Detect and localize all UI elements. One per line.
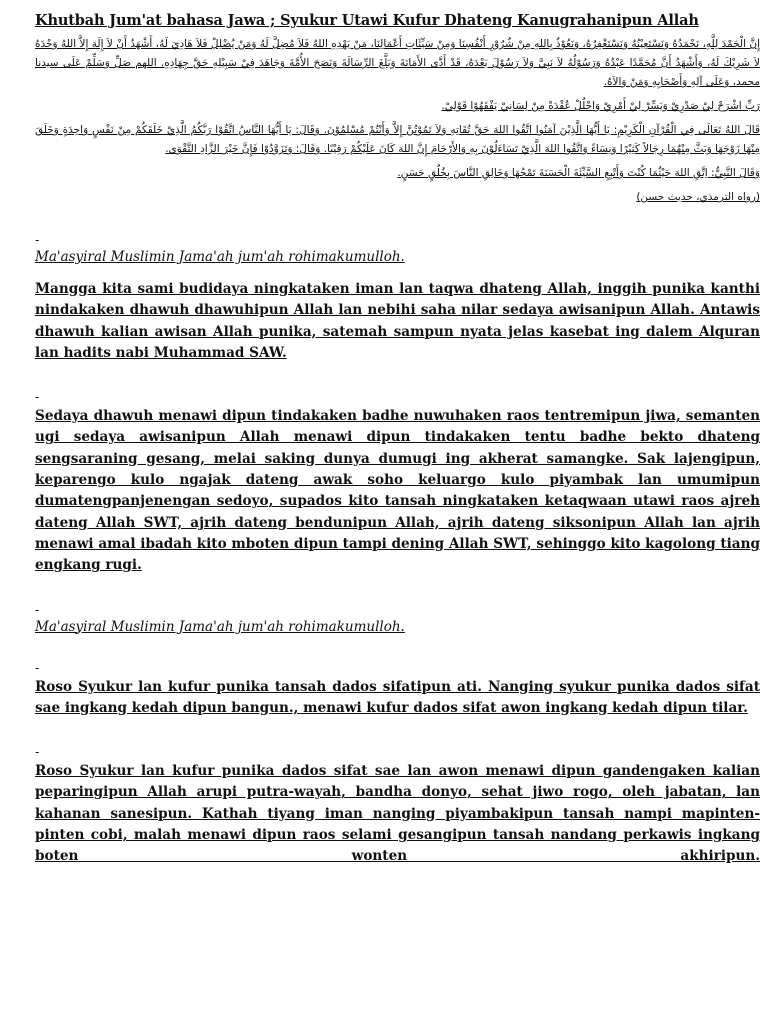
arabic-opening: إِنَّ الْحَمْدَ لِلَّهِ، نَحْمَدُهُ وَنَسْتَعِيْنُهُ وَنَسْتَغْفِرُهُ، وَنَعُوْذُ بِاللهِ مِنْ شُرُوْرِ أَنْفُسِنَا وَمِنْ سَيِّئَاتِ أَعْمَالِنَا، مَنْ يَهْدِهِ اللهُ فَلاَ مُضِلَّ لَهُ وَمَنْ يُضْلِلْ فَلاَ هَادِيَ لَهُ، أَشْهَدُ أَنْ لاَ إِلَهَ إِلاَّ اللهُ وَحْدَهُ لاَ شَرِيْكَ لَهُ، وَأَشْهَدُ أَنَّ مُحَمَّدًا عَبْدُهُ وَرَسُوْلُهُ لاَ نَبِيَّ وَلاَ رَسُوْلَ بَعْدَهُ، قَدْ أَدَّى الأَمَانَةَ وَبَلَّغَ الرِّسَالَةَ وَنَصَحَ الأُمَّةَ وَجَاهَدَ فِيْ سَبِيْلِهِ حَقَّ جِهَادِهِ. اللهم صَلِّ وَسَلِّمْ عَلَى سيدنا محمد، وَعَلَى آلِهِ وَأَصْحَابِهِ وَمَنْ وَالاَهُ.	[35, 38, 760, 88]
separator-dash: -	[35, 745, 40, 760]
separator-dash: -	[35, 660, 40, 675]
arabic-doa: رَبِّ اشْرَحْ لِيْ صَدْرِيْ وَيَسِّرْ لِيْ أَمْرِيْ وَاحْلُلْ عُقْدَةً مِنْ لِسَانِيْ يَفْقَهُوْا قَوْلِيْ.	[441, 100, 760, 112]
salutation-1: Ma'asyiral Muslimin Jama'ah jum'ah rohimakumulloh.	[35, 249, 405, 265]
salutation-2: Ma'asyiral Muslimin Jama'ah jum'ah rohimakumulloh.	[35, 618, 405, 635]
paragraph-3: Roso Syukur lan kufur punika tansah dados sifatipun ati. Nanging syukur punika dados sifat sae ingkang kedah dipun bangun., menawi kufur dados sifat awon ingkang kedah dipun tilar.	[35, 678, 760, 716]
separator-dash: -	[35, 602, 40, 617]
separator-dash: -	[35, 233, 40, 247]
paragraph-4: Roso Syukur lan kufur punika dados sifat sae lan awon menawi dipun gandengaken kalian peparingipun Allah arupi putra-wayah, bandha donyo, sehat jiwo rogo, oleh jabatan, lan kahanan sanesipun. Kathah tiyang iman nanging piyambakipun tansah nampi mapinten-pinten cobi, malah menawi dipun raos selami gesangipun tansah nandang perkawis ingkang boten wonten akhiripun.	[35, 763, 760, 865]
arabic-riwayat: (رواه الترمذي، حديث حسن)	[636, 191, 760, 203]
paragraph-1: Mangga kita sami budidaya ningkataken iman lan taqwa dhateng Allah, inggih punika kanthi nindakaken dhawuh dhawuhipun Allah lan nebihi saha nilar sedaya awisanipun Allah. Antawis dhawuh kalian awisan Allah punika, satemah sampun nyata jelas kasebat ing dalem Alquran lan hadits nabi Muhammad SAW.	[35, 281, 760, 361]
arabic-quran: قَالَ اللهُ تَعَالَى فِي الْقُرْآنِ الْكَرِيْمِ: يَا أَيُّهَا الَّذِيْنَ آمَنُوا اتَّقُوا اللهَ حَقَّ تُقَاتِهِ وَلاَ تَمُوْتُنَّ إِلاَّ وَأَنْتُمْ مُسْلِمُوْنَ. وَقَالَ: يَا أَيُّهَا النَّاسُ اتَّقُوْا رَبَّكُمُ الَّذِيْ خَلَقَكُمْ مِنْ نَفْسٍ وَاحِدَةٍ وَخَلَقَ مِنْهَا زَوْجَهَا وَبَثَّ مِنْهُمَا رِجَالاً كَثِيْرًا وَنِسَاءً وَاتَّقُوا اللهَ الَّذِيْ تَسَاءَلُوْنَ بِهِ وَالأَرْحَامَ إِنَّ اللهَ كَانَ عَلَيْكُمْ رَقِيْبًا. وَقَالَ: وَتَزَوَّدُوْا فَإِنَّ خَيْرَ الزَّادِ التَّقْوَى.	[35, 124, 760, 155]
paragraph-2: Sedaya dhawuh menawi dipun tindakaken badhe nuwuhaken raos tentremipun jiwa, semanten ugi sedaya awisanipun Allah menawi dipun tindakaken tentu badhe bekto dhateng sengsaraning gesang, melai saking dunya dumugi ing akherat samangke. Sak lajengipun, keparengo kulo ngajak dateng awak soho keluargo kulo piyambak lan umumipun dumatengpanjenengan sedoyo, supados kito tansah ningkataken ketaqwaan utawi raos ajreh dateng Allah SWT, ajrih dateng bendunipun Allah, ajrih dateng siksonipun Allah lan ajrih menawi amal ibadah kito mboten dipun tampi dening Allah SWT, sehinggo kito kagolong tiang engkang rugi.	[35, 408, 760, 574]
arabic-hadith: وَقَالَ النَّبِيُّ: اِتَّقِ اللهَ حَيْثُمَا كُنْتَ وَأَتْبِعِ السَّيِّئَةَ الْحَسَنَةَ تَمْحُهَا وَخَالِقِ النَّاسَ بِخُلُقٍ حَسَنٍ.	[397, 167, 760, 179]
separator-dash: -	[35, 390, 40, 405]
document-title: Khutbah Jum'at bahasa Jawa ; Syukur Utawi Kufur Dhateng Kanugrahanipun Allah	[35, 12, 699, 29]
